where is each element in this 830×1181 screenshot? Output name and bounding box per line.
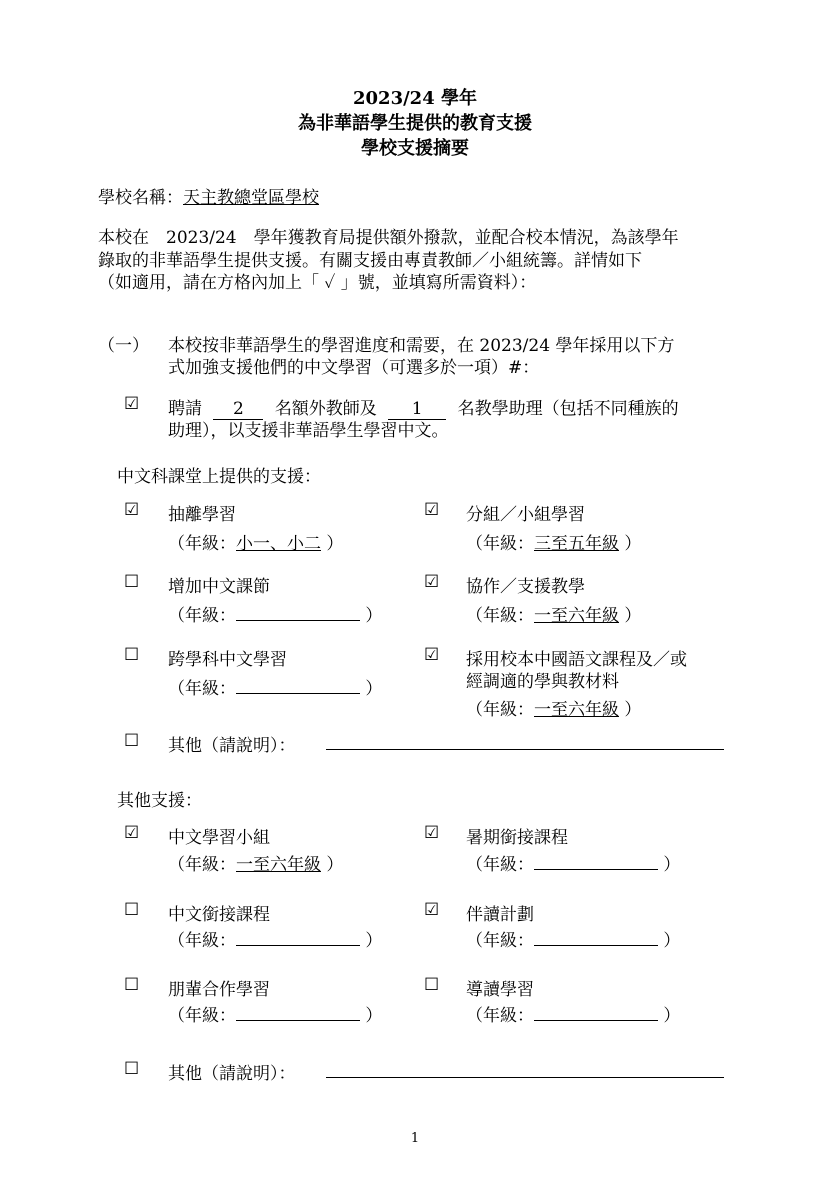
blank-classroom-other[interactable]	[326, 732, 724, 750]
grade-blank-peer-learning[interactable]	[236, 1003, 360, 1021]
section-text-2: 式加強支援他們的中文學習（可選多於一項）#：	[168, 358, 540, 378]
label-school-curriculum-2: 經調適的學與教材料	[466, 672, 619, 692]
grade-cross-curricular: （年級： ）	[168, 674, 382, 699]
grade-blank-extra-lessons[interactable]	[236, 603, 360, 621]
checkbox-summer-bridging[interactable]: ☑	[424, 823, 440, 843]
hire-post: 名教學助理（包括不同種族的	[457, 399, 679, 419]
grade-peer-learning: （年級： ）	[168, 1001, 382, 1026]
checkbox-chinese-group[interactable]: ☑	[124, 823, 140, 843]
label-co-teaching: 協作／支援教學	[466, 577, 585, 597]
label-school-curriculum: 採用校本中國語文課程及／或	[466, 650, 687, 670]
label-cross-curricular: 跨學科中文學習	[168, 650, 287, 670]
checkbox-reading-buddy[interactable]: ☑	[424, 900, 440, 920]
hire-assistants-value[interactable]: 1	[388, 399, 446, 420]
checkbox-chinese-bridging[interactable]: ☐	[124, 900, 140, 920]
school-name-value: 天主教總堂區學校	[183, 188, 319, 208]
checkbox-cross-curricular[interactable]: ☐	[124, 645, 140, 665]
title-sub: 學校支援摘要	[361, 138, 469, 159]
checkbox-group-learning[interactable]: ☑	[424, 500, 440, 520]
intro-line-3: （如適用，請在方格內加上「 ✓ 」號，並填寫所需資料）：	[98, 273, 537, 293]
grade-value-group-learning[interactable]: 三至五年級	[534, 534, 619, 554]
checkbox-extra-lessons[interactable]: ☐	[124, 572, 140, 592]
grade-blank-chinese-bridging[interactable]	[236, 928, 360, 946]
checkbox-classroom-other[interactable]: ☐	[124, 731, 140, 751]
grade-reading-buddy: （年級： ）	[466, 926, 680, 951]
intro-line-1: 本校在 2023/24 學年獲教育局提供額外撥款，並配合校本情況，為該學年	[98, 228, 679, 248]
grade-co-teaching: （年級：一至六年級 ）	[466, 606, 642, 626]
school-name-row	[98, 183, 319, 208]
checkbox-school-curriculum[interactable]: ☑	[424, 645, 440, 665]
grade-chinese-bridging: （年級： ）	[168, 926, 382, 951]
label-guided-reading: 導讀學習	[466, 980, 534, 1000]
hire-line-2: 助理），以支援非華語學生學習中文。	[168, 421, 449, 441]
other-support-heading: 其他支援：	[117, 791, 202, 811]
checkbox-co-teaching[interactable]: ☑	[424, 572, 440, 592]
section-text-1: 本校按非華語學生的學習進度和需要，在 2023/24 學年採用以下方	[168, 336, 675, 356]
grade-group-learning: （年級：三至五年級 ）	[466, 534, 642, 554]
label-pullout: 抽離學習	[168, 505, 236, 525]
school-name-label: 學校名稱：	[98, 188, 183, 208]
hire-checkbox[interactable]: ☑	[124, 394, 140, 414]
page-number: 1	[410, 1131, 420, 1146]
label-chinese-group: 中文學習小組	[168, 828, 270, 848]
checkbox-pullout[interactable]: ☑	[124, 500, 140, 520]
label-other-other: 其他（請說明）：	[168, 1064, 296, 1084]
intro-line-2: 錄取的非華語學生提供支援。有關支援由專責教師／小組統籌。詳情如下	[98, 251, 642, 271]
label-classroom-other: 其他（請說明）：	[168, 736, 296, 756]
hire-pre: 聘請	[168, 399, 202, 419]
grade-school-curriculum: （年級：一至六年級 ）	[466, 700, 642, 720]
grade-guided-reading: （年級： ）	[466, 1001, 680, 1026]
grade-extra-lessons: （年級： ）	[168, 601, 382, 626]
section-number: （一）	[98, 336, 149, 356]
grade-summer-bridging: （年級： ）	[466, 850, 680, 875]
grade-blank-cross-curricular[interactable]	[236, 676, 360, 694]
label-group-learning: 分組／小組學習	[466, 505, 585, 525]
grade-value-co-teaching[interactable]: 一至六年級	[534, 606, 619, 626]
label-chinese-bridging: 中文銜接課程	[168, 905, 270, 925]
hire-teachers-value[interactable]: 2	[213, 399, 263, 420]
blank-other-other[interactable]	[326, 1060, 724, 1078]
grade-blank-reading-buddy[interactable]	[534, 928, 658, 946]
checkbox-peer-learning[interactable]: ☐	[124, 975, 140, 995]
grade-value-chinese-group[interactable]: 一至六年級	[236, 855, 321, 875]
title-year: 2023/24 學年	[353, 88, 477, 109]
grade-value-school-curriculum[interactable]: 一至六年級	[534, 700, 619, 720]
classroom-support-heading: 中文科課堂上提供的支援：	[117, 467, 321, 487]
grade-chinese-group: （年級：一至六年級 ）	[168, 855, 344, 875]
label-summer-bridging: 暑期銜接課程	[466, 828, 568, 848]
hire-mid: 名額外教師及	[274, 399, 377, 419]
label-peer-learning: 朋輩合作學習	[168, 980, 270, 1000]
label-reading-buddy: 伴讀計劃	[466, 905, 534, 925]
grade-blank-guided-reading[interactable]	[534, 1003, 658, 1021]
title-main: 為非華語學生提供的教育支援	[298, 113, 532, 134]
checkbox-guided-reading[interactable]: ☐	[424, 975, 440, 995]
grade-value-pullout[interactable]: 小一、小二	[236, 534, 321, 554]
grade-pullout: （年級：小一、小二 ）	[168, 534, 344, 554]
checkbox-other-other[interactable]: ☐	[124, 1059, 140, 1079]
label-extra-lessons: 增加中文課節	[168, 577, 270, 597]
grade-blank-summer-bridging[interactable]	[534, 852, 658, 870]
